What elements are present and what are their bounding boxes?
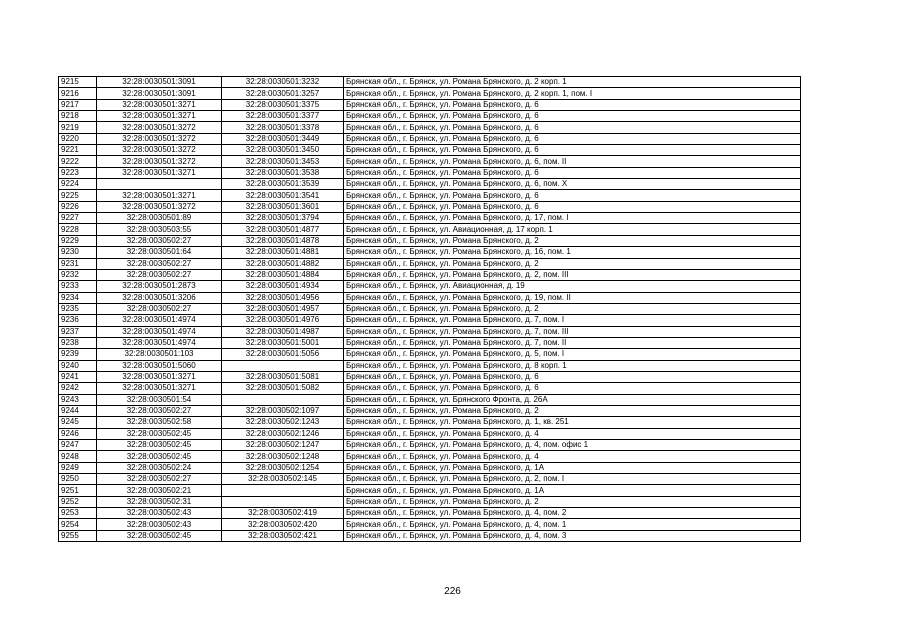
parcel-cadastral-cell: 32:28:0030501:5060 [97, 360, 222, 371]
object-cadastral-cell: 32:28:0030501:4987 [222, 326, 344, 337]
address-cell: Брянская обл., г. Брянск, ул. Романа Брянского, д. 4 [344, 428, 801, 439]
parcel-cadastral-cell: 32:28:0030501:103 [97, 349, 222, 360]
parcel-cadastral-cell: 32:28:0030501:4974 [97, 326, 222, 337]
object-cadastral-cell [222, 360, 344, 371]
table-row [59, 474, 801, 485]
address-cell: Брянская обл., г. Брянск, ул. Романа Брянского, д. 2 [344, 405, 801, 416]
parcel-cadastral-cell: 32:28:0030502:27 [97, 269, 222, 280]
row-number-cell: 9235 [59, 303, 97, 314]
object-cadastral-cell: 32:28:0030502:1243 [222, 417, 344, 428]
object-cadastral-cell: 32:28:0030501:5001 [222, 337, 344, 348]
address-cell: Брянская обл., г. Брянск, ул. Романа Брянского, д. 2 [344, 496, 801, 507]
object-cadastral-cell: 32:28:0030501:3601 [222, 201, 344, 212]
address-cell: Брянская обл., г. Брянск, ул. Авиационная, д. 17 корп. 1 [344, 224, 801, 235]
table-row [59, 360, 801, 371]
object-cadastral-cell: 32:28:0030501:3449 [222, 133, 344, 144]
parcel-cadastral-cell: 32:28:0030501:3272 [97, 133, 222, 144]
row-number-cell: 9253 [59, 508, 97, 519]
object-cadastral-cell: 32:28:0030502:419 [222, 508, 344, 519]
object-cadastral-cell: 32:28:0030501:4878 [222, 235, 344, 246]
parcel-cadastral-cell: 32:28:0030502:43 [97, 519, 222, 530]
table-row [59, 349, 801, 360]
object-cadastral-cell: 32:28:0030501:4884 [222, 269, 344, 280]
object-cadastral-cell: 32:28:0030501:3541 [222, 190, 344, 201]
row-number-cell: 9251 [59, 485, 97, 496]
object-cadastral-cell: 32:28:0030501:3450 [222, 145, 344, 156]
object-cadastral-cell: 32:28:0030501:4956 [222, 292, 344, 303]
row-number-cell: 9223 [59, 167, 97, 178]
row-number-cell: 9230 [59, 247, 97, 258]
parcel-cadastral-cell: 32:28:0030501:3091 [97, 88, 222, 99]
parcel-cadastral-cell: 32:28:0030501:64 [97, 247, 222, 258]
parcel-cadastral-cell: 32:28:0030501:4974 [97, 315, 222, 326]
object-cadastral-cell: 32:28:0030501:3539 [222, 179, 344, 190]
parcel-cadastral-cell: 32:28:0030501:3271 [97, 383, 222, 394]
address-cell: Брянская обл., г. Брянск, ул. Романа Брянского, д. 6 [344, 111, 801, 122]
address-cell: Брянская обл., г. Брянск, ул. Романа Брянского, д. 6 [344, 371, 801, 382]
parcel-cadastral-cell: 32:28:0030502:45 [97, 440, 222, 451]
row-number-cell: 9217 [59, 99, 97, 110]
object-cadastral-cell [222, 394, 344, 405]
table-row [59, 99, 801, 110]
parcel-cadastral-cell: 32:28:0030501:3272 [97, 156, 222, 167]
parcel-cadastral-cell: 32:28:0030501:3271 [97, 111, 222, 122]
table-row [59, 213, 801, 224]
address-cell: Брянская обл., г. Брянск, ул. Романа Брянского, д. 5, пом. I [344, 349, 801, 360]
page-number: 226 [444, 586, 461, 597]
table-row [59, 303, 801, 314]
table-row [59, 190, 801, 201]
address-cell: Брянская обл., г. Брянск, ул. Романа Брянского, д. 4, пом. офис 1 [344, 440, 801, 451]
row-number-cell: 9234 [59, 292, 97, 303]
object-cadastral-cell: 32:28:0030502:1254 [222, 462, 344, 473]
records-table-body [59, 77, 801, 542]
row-number-cell: 9236 [59, 315, 97, 326]
object-cadastral-cell: 32:28:0030501:5081 [222, 371, 344, 382]
table-row [59, 394, 801, 405]
row-number-cell: 9227 [59, 213, 97, 224]
row-number-cell: 9220 [59, 133, 97, 144]
object-cadastral-cell: 32:28:0030502:1248 [222, 451, 344, 462]
row-number-cell: 9243 [59, 394, 97, 405]
row-number-cell: 9237 [59, 326, 97, 337]
row-number-cell: 9221 [59, 145, 97, 156]
parcel-cadastral-cell: 32:28:0030502:27 [97, 258, 222, 269]
address-cell: Брянская обл., г. Брянск, ул. Романа Брянского, д. 2 корп. 1 [344, 77, 801, 88]
table-row [59, 462, 801, 473]
row-number-cell: 9238 [59, 337, 97, 348]
parcel-cadastral-cell: 32:28:0030502:24 [97, 462, 222, 473]
table-row [59, 371, 801, 382]
row-number-cell: 9249 [59, 462, 97, 473]
address-cell: Брянская обл., г. Брянск, ул. Романа Брянского, д. 6, пом. II [344, 156, 801, 167]
row-number-cell: 9244 [59, 405, 97, 416]
parcel-cadastral-cell: 32:28:0030501:3272 [97, 201, 222, 212]
address-cell: Брянская обл., г. Брянск, ул. Авиационная, д. 19 [344, 281, 801, 292]
table-row [59, 179, 801, 190]
address-cell: Брянская обл., г. Брянск, ул. Романа Брянского, д. 1А [344, 462, 801, 473]
table-row [59, 122, 801, 133]
table-row [59, 315, 801, 326]
table-row [59, 337, 801, 348]
table-row [59, 145, 801, 156]
table-row [59, 292, 801, 303]
row-number-cell: 9219 [59, 122, 97, 133]
table-row [59, 496, 801, 507]
parcel-cadastral-cell: 32:28:0030502:27 [97, 405, 222, 416]
address-cell: Брянская обл., г. Брянск, ул. Романа Брянского, д. 4, пом. 3 [344, 530, 801, 541]
address-cell: Брянская обл., г. Брянск, ул. Романа Брянского, д. 7, пом. I [344, 315, 801, 326]
table-row [59, 247, 801, 258]
address-cell: Брянская обл., г. Брянск, ул. Романа Брянского, д. 7, пом. II [344, 337, 801, 348]
table-row [59, 326, 801, 337]
address-cell: Брянская обл., г. Брянск, ул. Романа Брянского, д. 2 [344, 258, 801, 269]
row-number-cell: 9225 [59, 190, 97, 201]
address-cell: Брянская обл., г. Брянск, ул. Романа Брянского, д. 6 [344, 133, 801, 144]
address-cell: Брянская обл., г. Брянск, ул. Романа Брянского, д. 4, пом. 1 [344, 519, 801, 530]
address-cell: Брянская обл., г. Брянск, ул. Романа Брянского, д. 6 [344, 99, 801, 110]
object-cadastral-cell: 32:28:0030501:3794 [222, 213, 344, 224]
row-number-cell: 9248 [59, 451, 97, 462]
address-cell: Брянская обл., г. Брянск, ул. Романа Брянского, д. 6 [344, 190, 801, 201]
object-cadastral-cell [222, 485, 344, 496]
address-cell: Брянская обл., г. Брянск, ул. Романа Брянского, д. 1, кв. 251 [344, 417, 801, 428]
address-cell: Брянская обл., г. Брянск, ул. Романа Брянского, д. 6 [344, 201, 801, 212]
table-row [59, 167, 801, 178]
parcel-cadastral-cell: 32:28:0030501:3272 [97, 145, 222, 156]
parcel-cadastral-cell: 32:28:0030501:3271 [97, 167, 222, 178]
address-cell: Брянская обл., г. Брянск, ул. Романа Брянского, д. 2 [344, 303, 801, 314]
address-cell: Брянская обл., г. Брянск, ул. Романа Брянского, д. 2, пом. I [344, 474, 801, 485]
address-cell: Брянская обл., г. Брянск, ул. Романа Брянского, д. 2, пом. III [344, 269, 801, 280]
parcel-cadastral-cell: 32:28:0030501:89 [97, 213, 222, 224]
address-cell: Брянская обл., г. Брянск, ул. Романа Брянского, д. 4 [344, 451, 801, 462]
object-cadastral-cell [222, 496, 344, 507]
row-number-cell: 9215 [59, 77, 97, 88]
row-number-cell: 9229 [59, 235, 97, 246]
address-cell: Брянская обл., г. Брянск, ул. Романа Брянского, д. 1А [344, 485, 801, 496]
object-cadastral-cell: 32:28:0030501:4882 [222, 258, 344, 269]
parcel-cadastral-cell: 32:28:0030502:31 [97, 496, 222, 507]
table-row [59, 530, 801, 541]
object-cadastral-cell: 32:28:0030502:421 [222, 530, 344, 541]
address-cell: Брянская обл., г. Брянск, ул. Романа Брянского, д. 6, пом. X [344, 179, 801, 190]
table-row [59, 224, 801, 235]
parcel-cadastral-cell: 32:28:0030502:43 [97, 508, 222, 519]
parcel-cadastral-cell: 32:28:0030501:3272 [97, 122, 222, 133]
parcel-cadastral-cell: 32:28:0030501:2873 [97, 281, 222, 292]
table-row [59, 428, 801, 439]
object-cadastral-cell: 32:28:0030501:3257 [222, 88, 344, 99]
object-cadastral-cell: 32:28:0030501:4934 [222, 281, 344, 292]
table-row [59, 417, 801, 428]
table-row [59, 383, 801, 394]
table-row [59, 156, 801, 167]
row-number-cell: 9254 [59, 519, 97, 530]
parcel-cadastral-cell: 32:28:0030502:45 [97, 428, 222, 439]
table-row [59, 451, 801, 462]
row-number-cell: 9231 [59, 258, 97, 269]
address-cell: Брянская обл., г. Брянск, ул. Романа Брянского, д. 6 [344, 167, 801, 178]
address-cell: Брянская обл., г. Брянск, ул. Романа Брянского, д. 6 [344, 145, 801, 156]
address-cell: Брянская обл., г. Брянск, ул. Романа Брянского, д. 6 [344, 383, 801, 394]
row-number-cell: 9240 [59, 360, 97, 371]
object-cadastral-cell: 32:28:0030501:5056 [222, 349, 344, 360]
row-number-cell: 9226 [59, 201, 97, 212]
row-number-cell: 9247 [59, 440, 97, 451]
row-number-cell: 9245 [59, 417, 97, 428]
object-cadastral-cell: 32:28:0030501:3538 [222, 167, 344, 178]
object-cadastral-cell: 32:28:0030502:1246 [222, 428, 344, 439]
object-cadastral-cell: 32:28:0030502:1097 [222, 405, 344, 416]
object-cadastral-cell: 32:28:0030502:145 [222, 474, 344, 485]
object-cadastral-cell: 32:28:0030501:3232 [222, 77, 344, 88]
object-cadastral-cell: 32:28:0030501:4881 [222, 247, 344, 258]
table-row [59, 508, 801, 519]
parcel-cadastral-cell: 32:28:0030502:58 [97, 417, 222, 428]
parcel-cadastral-cell: 32:28:0030502:27 [97, 235, 222, 246]
row-number-cell: 9246 [59, 428, 97, 439]
object-cadastral-cell: 32:28:0030501:4976 [222, 315, 344, 326]
address-cell: Брянская обл., г. Брянск, ул. Романа Брянского, д. 16, пом. 1 [344, 247, 801, 258]
table-row [59, 405, 801, 416]
parcel-cadastral-cell: 32:28:0030502:27 [97, 474, 222, 485]
row-number-cell: 9242 [59, 383, 97, 394]
parcel-cadastral-cell: 32:28:0030502:45 [97, 451, 222, 462]
row-number-cell: 9224 [59, 179, 97, 190]
address-cell: Брянская обл., г. Брянск, ул. Романа Брянского, д. 19, пом. II [344, 292, 801, 303]
row-number-cell: 9241 [59, 371, 97, 382]
object-cadastral-cell: 32:28:0030502:420 [222, 519, 344, 530]
table-row [59, 440, 801, 451]
table-row [59, 133, 801, 144]
parcel-cadastral-cell: 32:28:0030502:21 [97, 485, 222, 496]
row-number-cell: 9232 [59, 269, 97, 280]
object-cadastral-cell: 32:28:0030501:3375 [222, 99, 344, 110]
row-number-cell: 9255 [59, 530, 97, 541]
table-row [59, 269, 801, 280]
table-row [59, 77, 801, 88]
row-number-cell: 9239 [59, 349, 97, 360]
table-row [59, 485, 801, 496]
table-row [59, 235, 801, 246]
parcel-cadastral-cell: 32:28:0030501:3206 [97, 292, 222, 303]
row-number-cell: 9222 [59, 156, 97, 167]
parcel-cadastral-cell: 32:28:0030502:45 [97, 530, 222, 541]
parcel-cadastral-cell [97, 179, 222, 190]
address-cell: Брянская обл., г. Брянск, ул. Романа Брянского, д. 6 [344, 122, 801, 133]
object-cadastral-cell: 32:28:0030501:3378 [222, 122, 344, 133]
address-cell: Брянская обл., г. Брянск, ул. Романа Брянского, д. 2 корп. 1, пом. I [344, 88, 801, 99]
object-cadastral-cell: 32:28:0030501:5082 [222, 383, 344, 394]
row-number-cell: 9218 [59, 111, 97, 122]
row-number-cell: 9250 [59, 474, 97, 485]
table-row [59, 281, 801, 292]
row-number-cell: 9252 [59, 496, 97, 507]
row-number-cell: 9233 [59, 281, 97, 292]
table-row [59, 258, 801, 269]
parcel-cadastral-cell: 32:28:0030501:3271 [97, 99, 222, 110]
object-cadastral-cell: 32:28:0030501:3377 [222, 111, 344, 122]
records-table [58, 76, 801, 542]
address-cell: Брянская обл., г. Брянск, ул. Романа Брянского, д. 8 корп. 1 [344, 360, 801, 371]
table-row [59, 201, 801, 212]
table-row [59, 111, 801, 122]
parcel-cadastral-cell: 32:28:0030501:4974 [97, 337, 222, 348]
table-row [59, 88, 801, 99]
object-cadastral-cell: 32:28:0030501:4957 [222, 303, 344, 314]
row-number-cell: 9216 [59, 88, 97, 99]
parcel-cadastral-cell: 32:28:0030501:3271 [97, 371, 222, 382]
object-cadastral-cell: 32:28:0030501:4877 [222, 224, 344, 235]
parcel-cadastral-cell: 32:28:0030501:3091 [97, 77, 222, 88]
object-cadastral-cell: 32:28:0030501:3453 [222, 156, 344, 167]
object-cadastral-cell: 32:28:0030502:1247 [222, 440, 344, 451]
address-cell: Брянская обл., г. Брянск, ул. Брянского Фронта, д. 26А [344, 394, 801, 405]
parcel-cadastral-cell: 32:28:0030503:55 [97, 224, 222, 235]
address-cell: Брянская обл., г. Брянск, ул. Романа Брянского, д. 2 [344, 235, 801, 246]
address-cell: Брянская обл., г. Брянск, ул. Романа Брянского, д. 17, пом. I [344, 213, 801, 224]
parcel-cadastral-cell: 32:28:0030501:54 [97, 394, 222, 405]
parcel-cadastral-cell: 32:28:0030501:3271 [97, 190, 222, 201]
parcel-cadastral-cell: 32:28:0030502:27 [97, 303, 222, 314]
table-row [59, 519, 801, 530]
address-cell: Брянская обл., г. Брянск, ул. Романа Брянского, д. 7, пом. III [344, 326, 801, 337]
address-cell: Брянская обл., г. Брянск, ул. Романа Брянского, д. 4, пом. 2 [344, 508, 801, 519]
row-number-cell: 9228 [59, 224, 97, 235]
